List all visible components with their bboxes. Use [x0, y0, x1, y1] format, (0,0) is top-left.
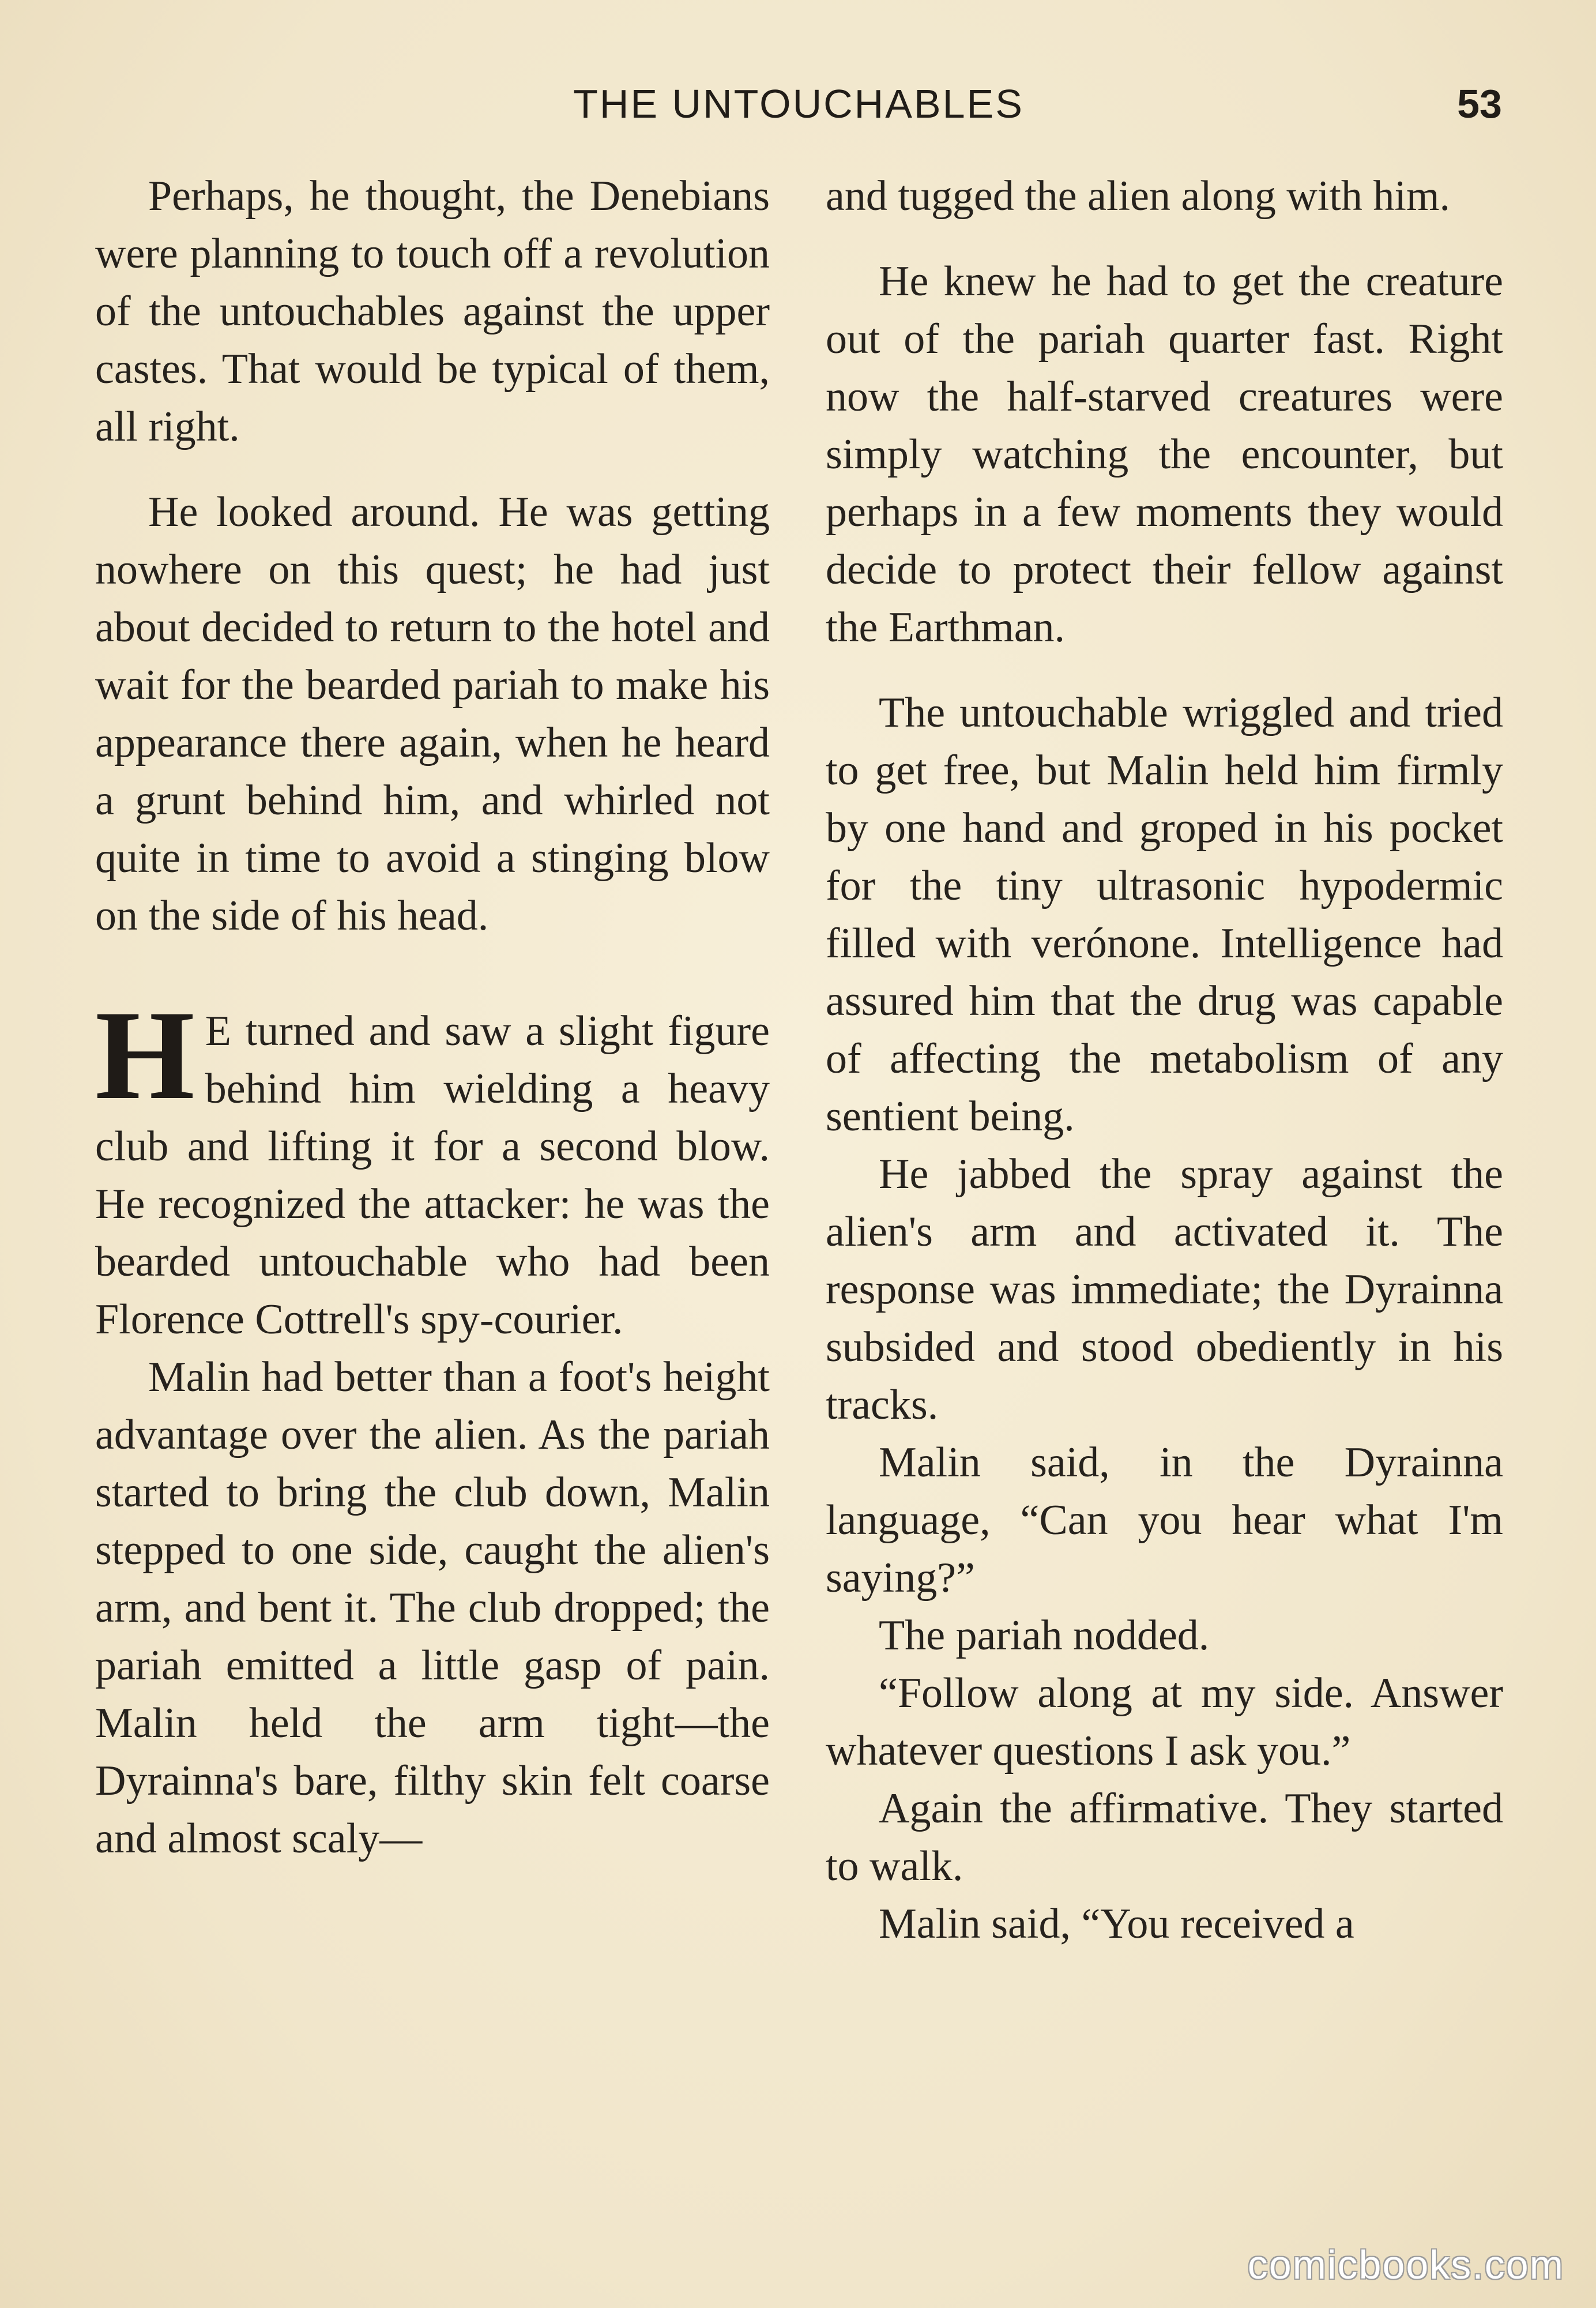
left-paragraph-1: Perhaps, he thought, the Denebians were planning to touch off a revolution of the untouchables against the upper castes. That would be typical of them, all right. [95, 172, 770, 450]
left-paragraph-3-text: E turned and saw a slight figure behind him wielding a heavy club and lifting it for a second blow. He recognized the attacker: he was the bearded untouchable who had been Florence Cottrell's spy-courier. [95, 1008, 770, 1343]
right-paragraph-1: and tugged the alien along with him. [826, 172, 1451, 220]
drop-cap: H [95, 984, 195, 1126]
right-paragraph-3: The untouchable wriggled and tried to get free, but Malin held him firmly by one hand and groped in his pocket for the tiny ultrasonic hypodermic filled with verónone. Intelligence had assured him that the drug was capable of affecting the metabolism of any sentient being. [826, 689, 1503, 1140]
right-paragraph-8: Again the affirmative. They started to walk. [826, 1785, 1503, 1890]
left-column [95, 167, 770, 1867]
left-paragraph-3 [95, 984, 770, 1348]
page-number: 53 [1457, 81, 1502, 126]
right-paragraph-6: The pariah nodded. [879, 1612, 1210, 1659]
right-paragraph-9: Malin said, “You received a [879, 1900, 1354, 1948]
right-paragraph-7: “Follow along at my side. Answer whatever questions I ask you.” [826, 1670, 1503, 1775]
watermark: comicbooks.com [1247, 2242, 1564, 2287]
left-paragraph-4: Malin had better than a foot's height advantage over the alien. As the pariah started to bring the club down, Malin stepped to one side, caught the alien's arm, and bent it. The club dropped; the pariah emitted a little gasp of pain. Malin held the arm tight—the Dyrainna's bare, filthy skin felt coarse and almost scaly— [95, 1354, 770, 1862]
running-title: THE UNTOUCHABLES [573, 81, 1024, 126]
running-head [95, 81, 1502, 144]
right-paragraph-5: Malin said, in the Dyrainna language, “Can you hear what I'm saying?” [826, 1439, 1503, 1602]
right-paragraph-4: He jabbed the spray against the alien's arm and activated it. The response was immediate; the Dyrainna subsided and stood obediently in his tracks. [826, 1151, 1503, 1429]
left-paragraph-2: He looked around. He was getting nowhere on this quest; he had just about decided to return to the hotel and wait for the bearded pariah to make his appearance there again, when he heard a grunt behind him, and whirled not quite in time to avoid a stinging blow on the side of his head. [95, 488, 770, 939]
right-column [826, 167, 1503, 1953]
right-paragraph-2: He knew he had to get the creature out of the pariah quarter fast. Right now the half-starved creatures were simply watching the encounter, but perhaps in a few moments they would decide to protect their fellow against the Earthman. [826, 258, 1503, 651]
